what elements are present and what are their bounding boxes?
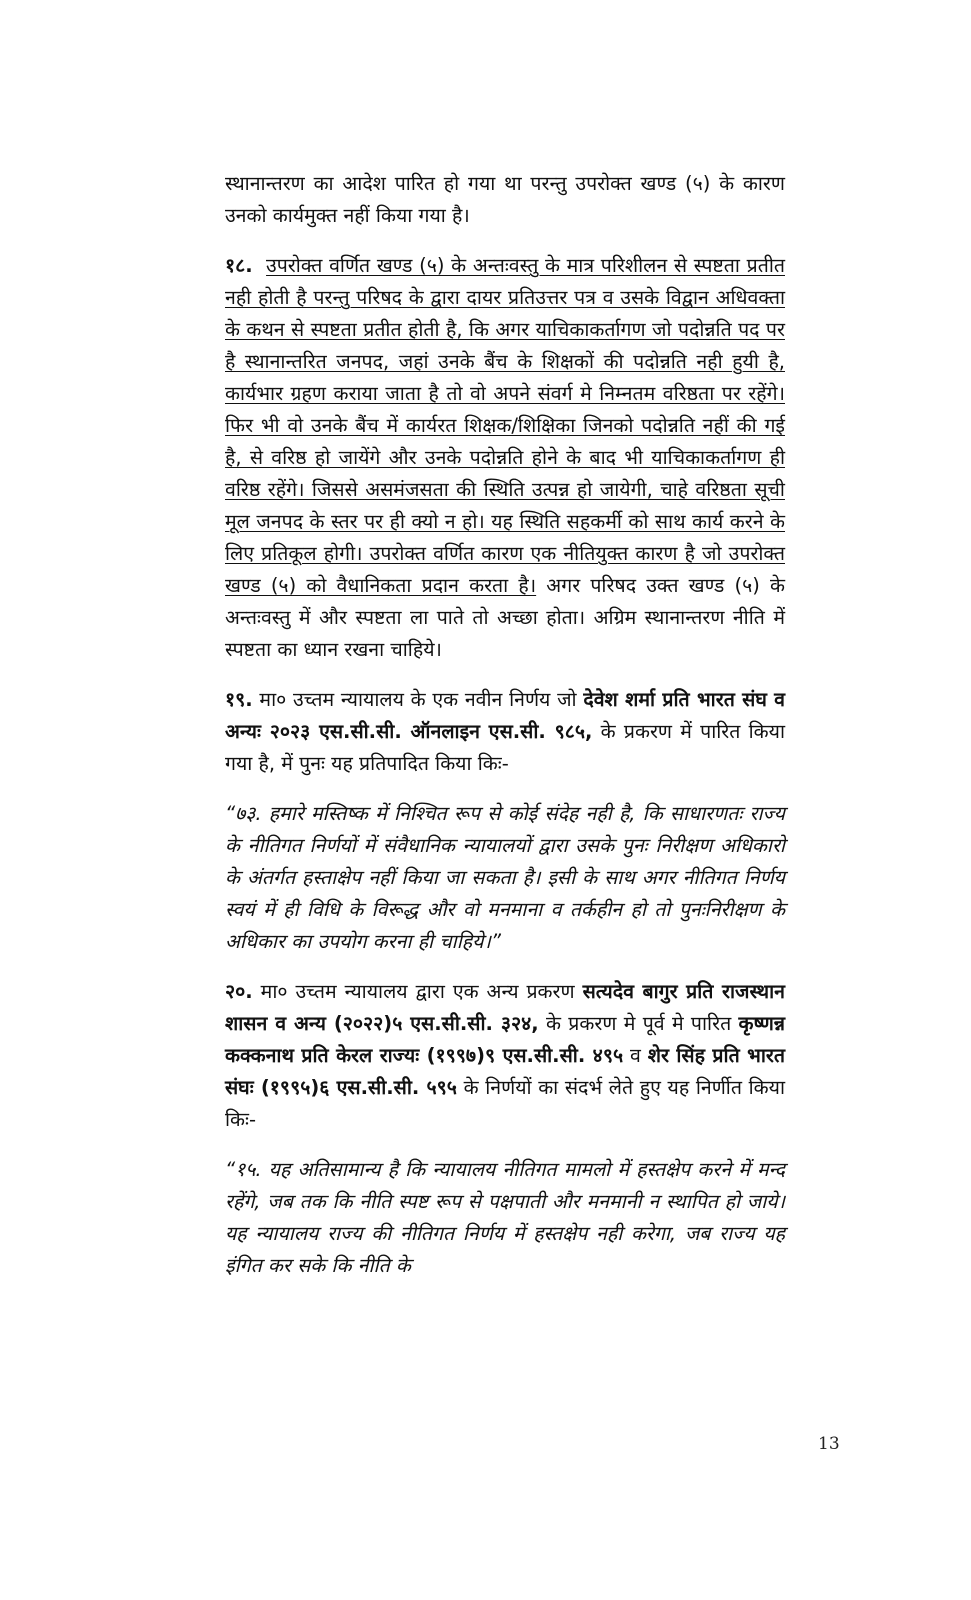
document-body: [225, 168, 785, 1300]
case-citation: कृष्णन्न कक्कनाथ प्रति केरल राज्यः (१९९७)९ एस.सी.सी. ४९५: [225, 1012, 785, 1067]
underlined-text: उपरोक्त वर्णित खण्ड (५) के अन्तःवस्तु के मात्र परिशीलन से स्पष्टता प्रतीत नही होती है परन्तु परिषद के द्वारा दायर प्रतिउत्तर पत्र व उसके विद्वान अधिवक्ता के कथन से स्पष्टता प्रतीत होती है, कि अगर याचिकाकर्तागण जो पदोन्नति पद पर है स्थानान्तरित जनपद, जहां उनके बैंच के शिक्षकों की पदोन्नति नही हुयी है, कार्यभार ग्रहण कराया जाता है तो वो अपने संवर्ग मे निम्नतम वरिष्ठता पर रहेंगे। फिर भी वो उनके बैंच में कार्यरत शिक्षक/शिक्षिका जिनको पदोन्नति नहीं की गई है, से वरिष्ठ हो जायेंगे और उनके पदोन्नति होने के बाद भी याचिकाकर्तागण ही वरिष्ठ रहेंगे। जिससे असमंजसता की स्थिति उत्पन्न हो जायेगी, चाहे वरिष्ठता सूची मूल जनपद के स्तर पर ही क्यो न हो। यह स्थिति सहकर्मी को साथ कार्य करने के लिए प्रतिकूल होगी। उपरोक्त वर्णित कारण एक नीतियुक्त कारण है जो उपरोक्त खण्ड (५) को वैधानिकता प्रदान करता है।: [225, 254, 785, 597]
paragraph-text: के प्रकरण में पारित किया गया है, में पुनः यह प्रतिपादित किया किः-: [225, 720, 785, 775]
paragraph-text: के निर्णयों का संदर्भ लेते हुए यह निर्णीत किया किः-: [225, 1076, 785, 1131]
quotation-15: “१५. यह अतिसामान्य है कि न्यायालय नीतिगत मामलो में हस्तक्षेप करने में मन्द रहेंगे, जब तक कि नीति स्पष्ट रूप से पक्षपाती और मनमानी न स्थापित हो जाये। यह न्यायालय राज्य की नीतिगत निर्णय में हस्तक्षेप नही करेगा, जब राज्य यह इंगित कर सके कि नीति के: [225, 1158, 785, 1277]
paragraph-number: १९.: [225, 688, 253, 711]
quotation-73: “७३. हमारे मस्तिष्क में निश्चित रूप से कोई संदेह नही है, कि साधारणतः राज्य के नीतिगत निर्णयों में संवैधानिक न्यायालयों द्वारा उसके पुनः निरीक्षण अधिकारो के अंतर्गत हस्ताक्षेप नहीं किया जा सकता है। इसी के साथ अगर नीतिगत निर्णय स्वयं में ही विधि के विरूद्ध और वो मनमाना व तर्कहीन हो तो पुनःनिरीक्षण के अधिकार का उपयोग करना ही चाहिये।”: [225, 802, 785, 953]
case-citation: सत्यदेव बागुर प्रति राजस्थान शासन व अन्य (२०२२)५ एस.सी.सी. ३२४,: [225, 980, 785, 1035]
paragraph-text: मा० उच्तम न्यायालय द्वारा एक अन्य प्रकरण: [252, 980, 583, 1003]
paragraph-19: [225, 684, 785, 780]
paragraph-text: अगर परिषद उक्त खण्ड (५) के अन्तःवस्तु में और स्पष्टता ला पाते तो अच्छा होता। अग्रिम स्थानान्तरण नीति में स्पष्टता का ध्यान रखना चाहिये।: [225, 574, 785, 661]
page-number: 13: [818, 1434, 840, 1454]
case-citation: शेर सिंह प्रति भारत संघः (१९९५)६ एस.सी.सी. ५९५: [225, 1044, 785, 1099]
paragraph-text: मा० उच्तम न्यायालय के एक नवीन निर्णय जो: [252, 688, 584, 711]
paragraph-20: [225, 976, 785, 1136]
paragraph-number: १८.: [225, 254, 253, 277]
paragraph-continuation: स्थानान्तरण का आदेश पारित हो गया था परन्तु उपरोक्त खण्ड (५) के कारण उनको कार्यमुक्त नहीं किया गया है।: [225, 172, 785, 227]
paragraph-number: २०.: [225, 980, 253, 1003]
paragraph-text: के प्रकरण मे पूर्व मे पारित: [538, 1012, 739, 1035]
paragraph-text: व: [623, 1044, 648, 1067]
case-citation: देवेश शर्मा प्रति भारत संघ व अन्यः २०२३ एस.सी.सी. ऑनलाइन एस.सी. ९८५,: [225, 688, 786, 743]
paragraph-18: [225, 250, 785, 666]
